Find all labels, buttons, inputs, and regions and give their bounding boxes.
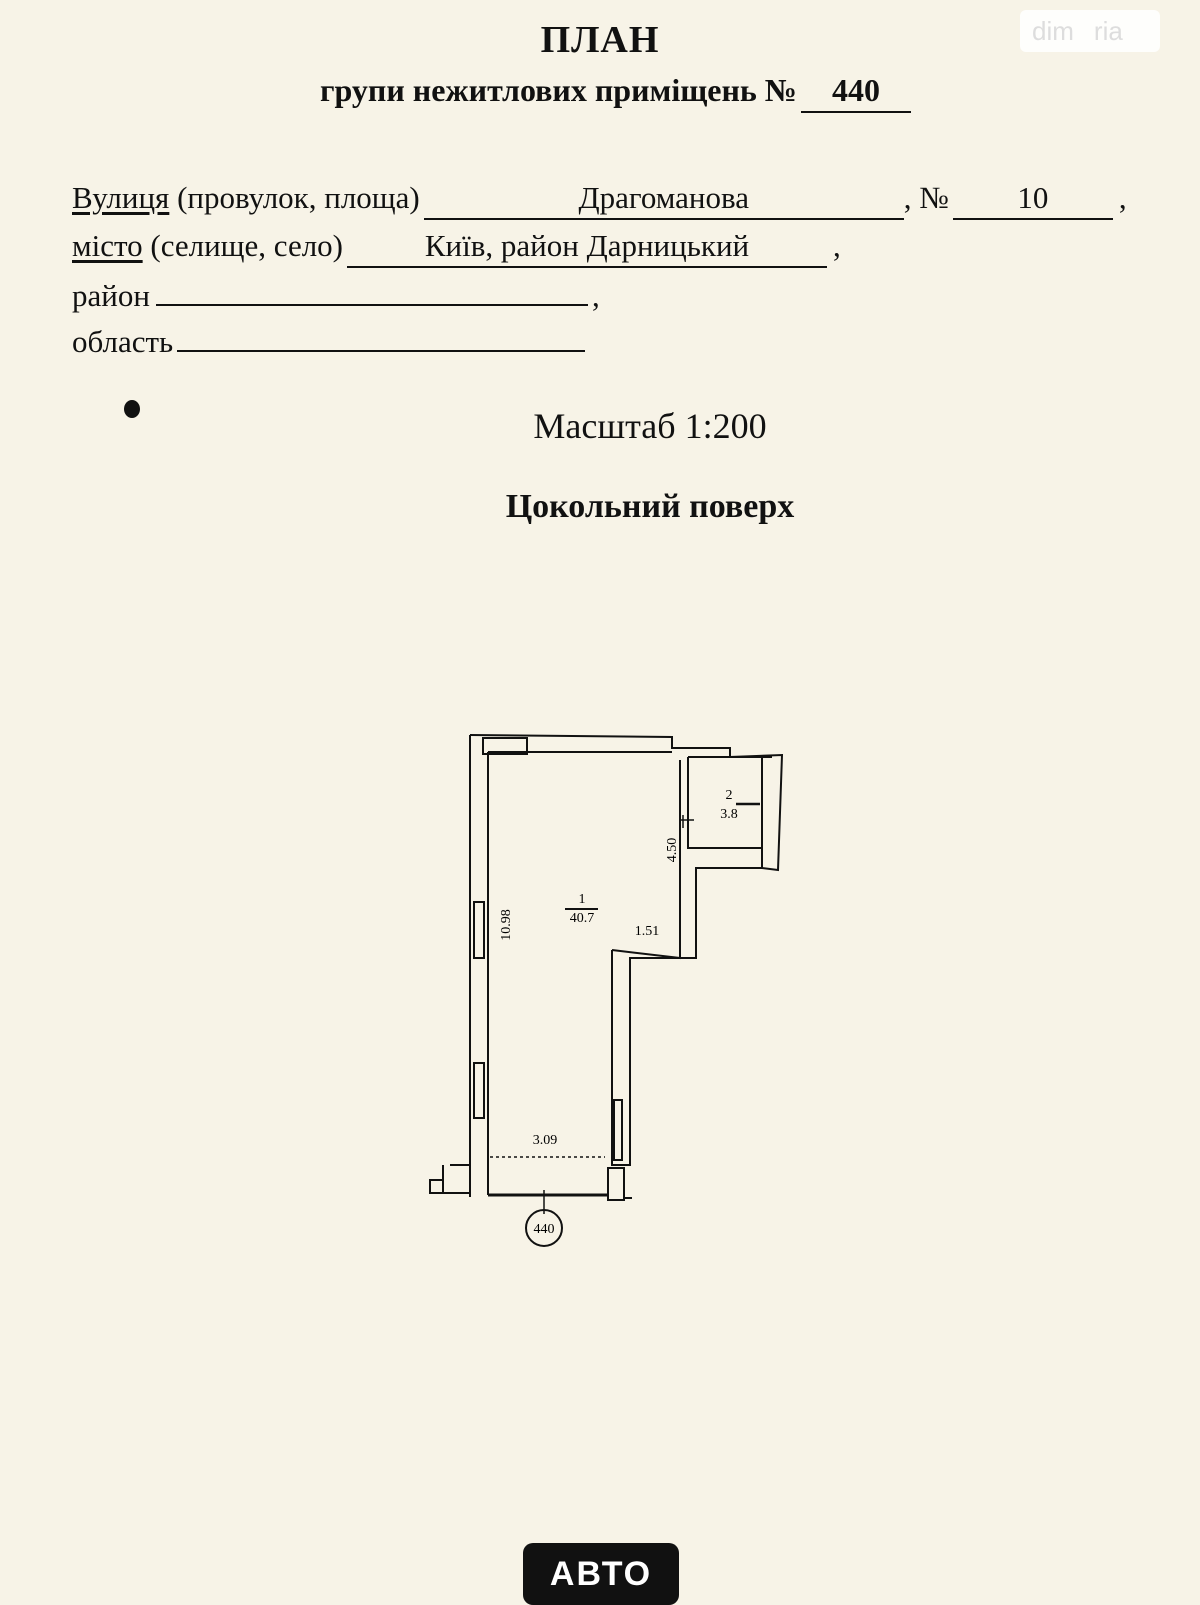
watermark-text-2: ria — [1093, 15, 1123, 46]
street-label: Вулиця — [72, 180, 170, 215]
site-watermark — [1020, 10, 1160, 52]
city-label: місто — [72, 228, 143, 263]
room-1-area: 40.7 — [569, 911, 595, 926]
scale-label: Масштаб 1:200 — [533, 406, 767, 446]
group-number: 440 — [801, 72, 911, 113]
street-value: Драгоманова — [424, 180, 904, 220]
building-number: 10 — [953, 180, 1113, 220]
subtitle-label: групи нежитлових приміщень № — [320, 72, 797, 108]
dimension-width: 3.09 — [532, 1133, 558, 1148]
dimension-step: 1.51 — [634, 924, 660, 939]
unit-marker: 440 — [533, 1222, 555, 1237]
dimension-length: 10.98 — [499, 909, 514, 941]
room-1-number: 1 — [578, 892, 586, 907]
district-label: район — [72, 278, 150, 313]
street-trailing-comma: , — [1118, 180, 1127, 215]
city-trailing-comma: , — [833, 228, 841, 263]
floor-label: Цокольний поверх — [505, 488, 795, 525]
city-label-rest: (селище, село) — [142, 228, 343, 263]
room-2-number: 2 — [725, 788, 733, 803]
document-title: ПЛАН — [540, 19, 660, 61]
room-2-area: 3.8 — [720, 807, 738, 822]
auto-badge[interactable]: АВТО — [523, 1543, 679, 1605]
street-label-rest: (провулок, площа) — [169, 180, 420, 215]
number-prefix: , № — [903, 180, 949, 215]
district-trailing-comma: , — [591, 278, 600, 313]
region-label: область — [72, 324, 174, 359]
city-value: Київ, район Дарницький — [347, 228, 827, 268]
watermark-text: dim — [1032, 15, 1074, 46]
dimension-room2-height: 4.50 — [665, 837, 680, 863]
